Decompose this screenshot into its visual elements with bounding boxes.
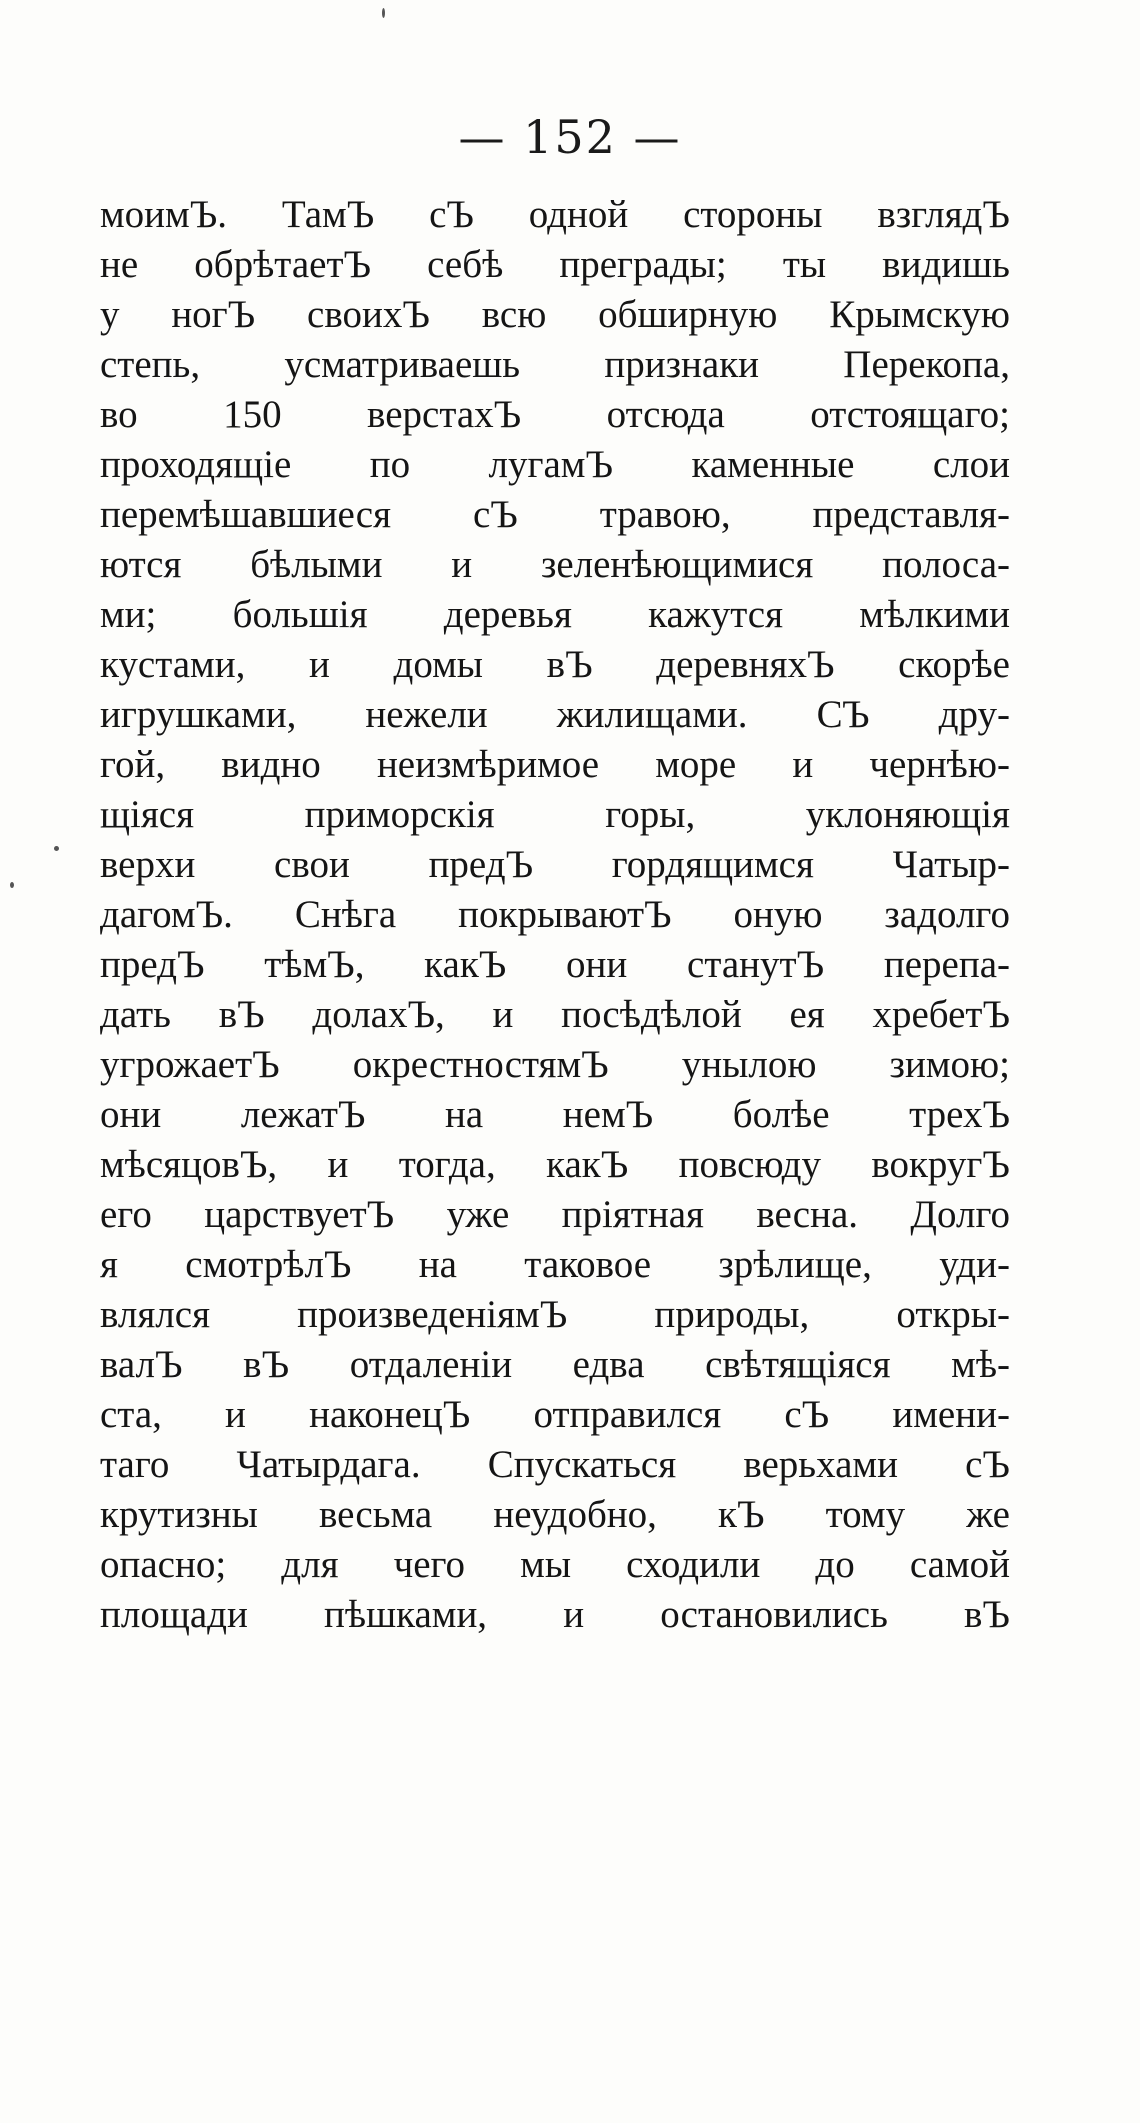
page-number: — 152 — xyxy=(458,110,682,164)
word: степь, xyxy=(100,343,201,386)
word: обрѣтаетЪ xyxy=(194,243,372,286)
word: окрестностямЪ xyxy=(352,1043,609,1086)
word: нежели xyxy=(365,693,488,736)
text-line xyxy=(100,1040,1010,1090)
word: себѣ xyxy=(427,243,504,286)
word: сЪ xyxy=(472,493,518,536)
text-line xyxy=(100,190,1010,240)
word: площади xyxy=(100,1593,248,1636)
word: признаки xyxy=(604,343,760,386)
word: его xyxy=(100,1193,152,1236)
text-line xyxy=(100,340,1010,390)
word: мы xyxy=(520,1543,572,1586)
word: дать xyxy=(100,993,171,1036)
word: вЪ xyxy=(218,993,265,1036)
word: долахЪ, xyxy=(312,993,445,1036)
word: деревняхЪ xyxy=(656,643,835,686)
word: отправился xyxy=(533,1393,722,1436)
word: произведеніямЪ xyxy=(297,1293,568,1336)
word: имени- xyxy=(892,1393,1010,1436)
word: вЪ xyxy=(546,643,593,686)
word: остановились xyxy=(660,1593,888,1636)
word: верхи xyxy=(100,843,196,886)
word: свѣтящіяся xyxy=(705,1343,891,1386)
word: ногЪ xyxy=(171,293,256,336)
word: самой xyxy=(909,1543,1010,1586)
word: дру- xyxy=(938,693,1010,736)
word: ТамЪ xyxy=(281,193,375,236)
word: домы xyxy=(393,643,484,686)
word: ста, xyxy=(100,1393,162,1436)
word: зимою; xyxy=(889,1043,1010,1086)
text-line xyxy=(100,540,1010,590)
word: отсюда xyxy=(606,393,725,436)
word: едва xyxy=(572,1343,645,1386)
word: 150 xyxy=(223,393,282,436)
word: мѣлкими xyxy=(859,593,1010,636)
word: у xyxy=(100,293,120,336)
word: Крымскую xyxy=(829,293,1010,336)
text-line xyxy=(100,1140,1010,1190)
word: вЪ xyxy=(243,1343,290,1386)
word: повсюду xyxy=(678,1143,821,1186)
word: приморскія xyxy=(304,793,495,836)
text-line xyxy=(100,640,1010,690)
word: весна. xyxy=(756,1193,859,1236)
text-line xyxy=(100,1590,1010,1640)
word: чернѣю- xyxy=(869,743,1010,786)
word: зрѣлище, xyxy=(718,1243,872,1286)
word: верьхами xyxy=(743,1443,898,1486)
word: уже xyxy=(446,1193,510,1236)
word: пѣшками, xyxy=(324,1593,488,1636)
word: видно xyxy=(221,743,321,786)
word: ются xyxy=(100,543,182,586)
word: тѣмЪ, xyxy=(264,943,365,986)
body-text xyxy=(100,190,1010,1640)
word: ты xyxy=(782,243,827,286)
text-line xyxy=(100,290,1010,340)
word: проходящіе xyxy=(100,443,292,486)
text-line xyxy=(100,240,1010,290)
word: покрываютЪ xyxy=(458,893,672,936)
word: тому xyxy=(825,1493,906,1536)
word: предЪ xyxy=(100,943,205,986)
word: Чатырдага. xyxy=(236,1443,421,1486)
text-line xyxy=(100,590,1010,640)
word: какЪ xyxy=(424,943,507,986)
word: они xyxy=(100,1093,162,1136)
word: немЪ xyxy=(562,1093,654,1136)
word: представля- xyxy=(812,493,1010,536)
word: большія xyxy=(232,593,368,636)
word: таковое xyxy=(524,1243,652,1286)
text-line xyxy=(100,990,1010,1040)
word: болѣе xyxy=(732,1093,830,1136)
word: видишь xyxy=(882,243,1010,286)
word: таго xyxy=(100,1443,170,1486)
word: перемѣшавшиеся xyxy=(100,493,392,536)
word: посѣдѣлой xyxy=(561,993,742,1036)
word: и xyxy=(492,993,514,1036)
word: угрожаетЪ xyxy=(100,1043,280,1086)
word: станутЪ xyxy=(687,943,825,986)
word: своихЪ xyxy=(307,293,430,336)
word: усматриваешь xyxy=(284,343,521,386)
word: опасно; xyxy=(100,1543,227,1586)
word: пріятная xyxy=(561,1193,704,1236)
word: наконецЪ xyxy=(309,1393,471,1436)
word: обширную xyxy=(598,293,778,336)
word: ми; xyxy=(100,593,157,636)
word: на xyxy=(418,1243,457,1286)
word: хребетЪ xyxy=(872,993,1010,1036)
word: зеленѣющимися xyxy=(540,543,814,586)
text-line xyxy=(100,840,1010,890)
text-line xyxy=(100,790,1010,840)
word: и xyxy=(451,543,473,586)
word: СЪ xyxy=(816,693,870,736)
word: полоса- xyxy=(882,543,1010,586)
word: для xyxy=(281,1543,339,1586)
word: и xyxy=(792,743,814,786)
word: моимЪ. xyxy=(100,193,228,236)
word: сЪ xyxy=(784,1393,830,1436)
word: откры- xyxy=(896,1293,1010,1336)
word: унылою xyxy=(681,1043,817,1086)
word: всю xyxy=(481,293,547,336)
word: слои xyxy=(932,443,1010,486)
text-line xyxy=(100,1290,1010,1340)
word: до xyxy=(815,1543,855,1586)
word: я xyxy=(100,1243,118,1286)
text-line xyxy=(100,940,1010,990)
word: и xyxy=(225,1393,246,1436)
text-line xyxy=(100,1440,1010,1490)
word: горы, xyxy=(605,793,696,836)
word: кажутся xyxy=(648,593,784,636)
word: мѣ- xyxy=(951,1343,1010,1386)
word: не xyxy=(100,243,139,286)
word: уди- xyxy=(939,1243,1010,1286)
text-line xyxy=(100,1540,1010,1590)
word: Снѣга xyxy=(294,893,397,936)
word: задолго xyxy=(884,893,1010,936)
word: травою, xyxy=(599,493,731,536)
ink-speck xyxy=(54,846,59,851)
word: крутизны xyxy=(100,1493,258,1536)
word: чего xyxy=(393,1543,466,1586)
word: тогда, xyxy=(398,1143,496,1186)
word: неизмѣримое xyxy=(376,743,600,786)
word: смотрѣлЪ xyxy=(185,1243,352,1286)
word: сходили xyxy=(626,1543,761,1586)
word: же xyxy=(966,1493,1010,1536)
word: кЪ xyxy=(718,1493,765,1536)
word: по xyxy=(369,443,411,486)
word: и xyxy=(563,1593,585,1636)
word: лежатЪ xyxy=(240,1093,366,1136)
word: жилищами. xyxy=(556,693,748,736)
word: взглядЪ xyxy=(877,193,1010,236)
word: они xyxy=(566,943,628,986)
word: валЪ xyxy=(100,1343,183,1386)
ink-speck xyxy=(382,8,385,18)
text-line xyxy=(100,440,1010,490)
word: предЪ xyxy=(428,843,534,886)
word: деревья xyxy=(443,593,572,636)
word: сЪ xyxy=(965,1443,1010,1486)
word: одной xyxy=(528,193,629,236)
word: на xyxy=(445,1093,484,1136)
word: гой, xyxy=(100,743,166,786)
word: щіяся xyxy=(100,793,195,836)
word: влялся xyxy=(100,1293,211,1336)
word: отдаленіи xyxy=(349,1343,513,1386)
word: Долго xyxy=(910,1193,1010,1236)
word: игрушками, xyxy=(100,693,297,736)
ink-speck xyxy=(10,882,14,888)
word: оную xyxy=(733,893,823,936)
text-line xyxy=(100,1490,1010,1540)
word: царствуетЪ xyxy=(204,1193,395,1236)
word: дагомЪ. xyxy=(100,893,233,936)
word: скорѣе xyxy=(898,643,1010,686)
word: лугамЪ xyxy=(488,443,614,486)
word: верстахЪ xyxy=(367,393,522,436)
word: и xyxy=(309,643,330,686)
text-line xyxy=(100,390,1010,440)
word: уклоняющія xyxy=(805,793,1010,836)
word: бѣлыми xyxy=(250,543,383,586)
word: свои xyxy=(274,843,350,886)
word: перепа- xyxy=(883,943,1010,986)
word: гордящимся xyxy=(611,843,814,886)
word: ея xyxy=(789,993,825,1036)
word: преграды; xyxy=(559,243,727,286)
text-line xyxy=(100,1340,1010,1390)
word: отстоящаго; xyxy=(810,393,1010,436)
text-line xyxy=(100,1240,1010,1290)
text-line xyxy=(100,690,1010,740)
word: вокругЪ xyxy=(871,1143,1010,1186)
word: весьма xyxy=(318,1493,433,1536)
text-line xyxy=(100,890,1010,940)
text-line xyxy=(100,1090,1010,1140)
text-line xyxy=(100,1390,1010,1440)
word: какЪ xyxy=(546,1143,629,1186)
word: Чатыр- xyxy=(892,843,1010,886)
word: мѣсяцовЪ, xyxy=(100,1143,278,1186)
text-line xyxy=(100,490,1010,540)
word: трехЪ xyxy=(909,1093,1010,1136)
word: вЪ xyxy=(964,1593,1010,1636)
word: Спускаться xyxy=(487,1443,677,1486)
word: сЪ xyxy=(429,193,474,236)
text-line xyxy=(100,740,1010,790)
word: во xyxy=(100,393,138,436)
word: стороны xyxy=(683,193,823,236)
word: природы, xyxy=(654,1293,810,1336)
word: неудобно, xyxy=(493,1493,657,1536)
word: Перекопа, xyxy=(843,343,1010,386)
word: кустами, xyxy=(100,643,246,686)
word: море xyxy=(655,743,737,786)
word: и xyxy=(327,1143,349,1186)
word: каменные xyxy=(691,443,855,486)
text-line xyxy=(100,1190,1010,1240)
